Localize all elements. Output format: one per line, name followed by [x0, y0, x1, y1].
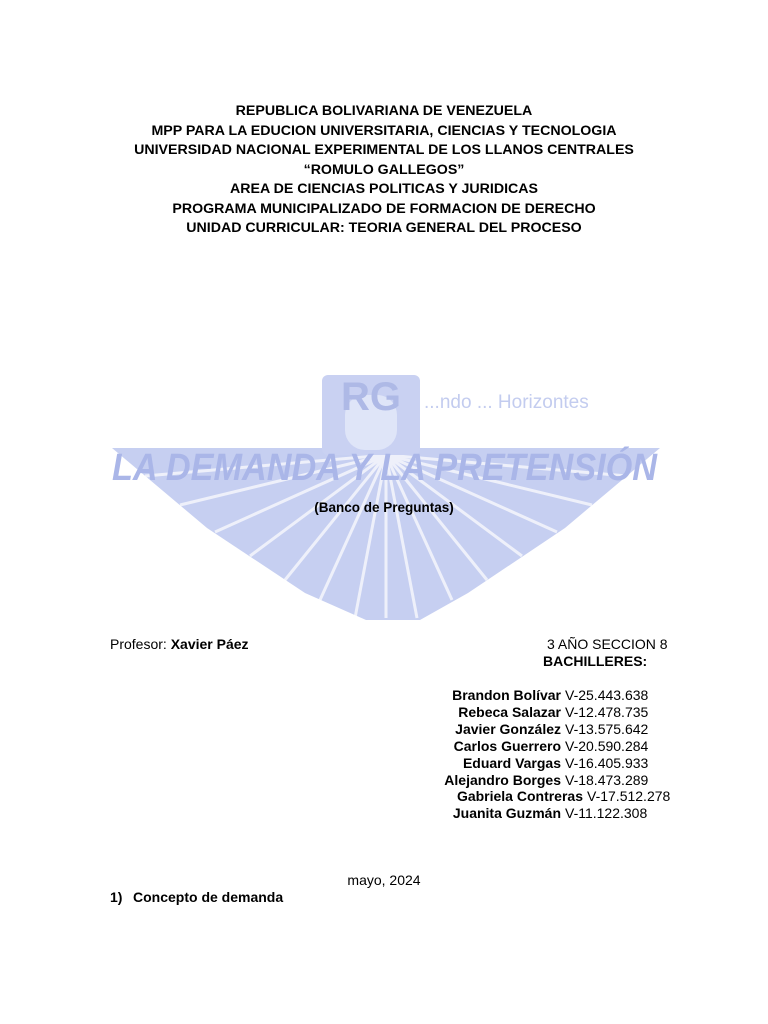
professor-line — [110, 636, 249, 652]
student-name: Alejandro Borges — [444, 771, 561, 788]
student-name: Gabriela Contreras — [456, 788, 583, 805]
header-line-area: AREA DE CIENCIAS POLITICAS Y JURIDICAS — [230, 181, 538, 197]
student-row — [300, 721, 660, 738]
document-date: mayo, 2024 — [347, 872, 421, 888]
student-id: V-25.443.638 — [565, 687, 649, 703]
header-line-university-name: “ROMULO GALLEGOS” — [303, 161, 465, 178]
watermark-logo-text: RG — [341, 375, 401, 419]
student-name: Eduard Vargas — [462, 754, 561, 771]
watermark-tagline: ...ndo ... Horizontes — [424, 392, 589, 413]
student-name: Juanita Guzmán — [452, 805, 561, 822]
student-id: V-17.512.278 — [587, 788, 671, 805]
student-id: V-16.405.933 — [565, 754, 649, 771]
student-id: V-12.478.735 — [565, 703, 649, 720]
watermark-logo — [322, 375, 420, 455]
question-heading — [110, 889, 283, 905]
question-number: 1) — [110, 889, 123, 905]
student-row — [300, 687, 660, 704]
student-row — [300, 738, 660, 755]
student-row — [300, 805, 660, 822]
student-id: V-18.473.289 — [565, 771, 649, 788]
student-name: Javier González — [455, 720, 561, 737]
student-row — [300, 704, 660, 721]
professor-name: Xavier Páez — [170, 636, 249, 652]
students-label: BACHILLERES: — [543, 653, 648, 669]
student-id: V-11.122.308 — [565, 805, 648, 822]
student-list — [300, 687, 671, 822]
student-name: Brandon Bolívar — [452, 687, 561, 703]
student-id: V-20.590.284 — [565, 737, 649, 754]
student-name: Carlos Guerrero — [453, 737, 561, 754]
professor-label: Profesor: — [110, 636, 167, 652]
header-line-course: UNIDAD CURRICULAR: TEORIA GENERAL DEL PROCESO — [186, 220, 582, 236]
watermark-title: LA DEMANDA Y LA PRETENSIÓN — [112, 447, 717, 489]
header-line-ministry: MPP PARA LA EDUCION UNIVERSITARIA, CIENCIAS Y TECNOLOGIA — [151, 122, 617, 139]
student-row — [300, 755, 660, 772]
student-row — [300, 772, 660, 789]
student-name: Rebeca Salazar — [458, 703, 561, 720]
question-text: Concepto de demanda — [133, 889, 284, 905]
header-line-country: REPUBLICA BOLIVARIANA DE VENEZUELA — [235, 103, 533, 119]
header-line-program: PROGRAMA MUNICIPALIZADO DE FORMACION DE DERECHO — [172, 200, 596, 217]
document-subtitle: (Banco de Preguntas) — [314, 500, 454, 515]
header-line-university: UNIVERSIDAD NACIONAL EXPERIMENTAL DE LOS LLANOS CENTRALES — [134, 142, 634, 158]
student-row — [322, 788, 671, 805]
section-info: 3 AÑO SECCION 8 — [547, 636, 668, 652]
student-id: V-13.575.642 — [565, 720, 649, 737]
